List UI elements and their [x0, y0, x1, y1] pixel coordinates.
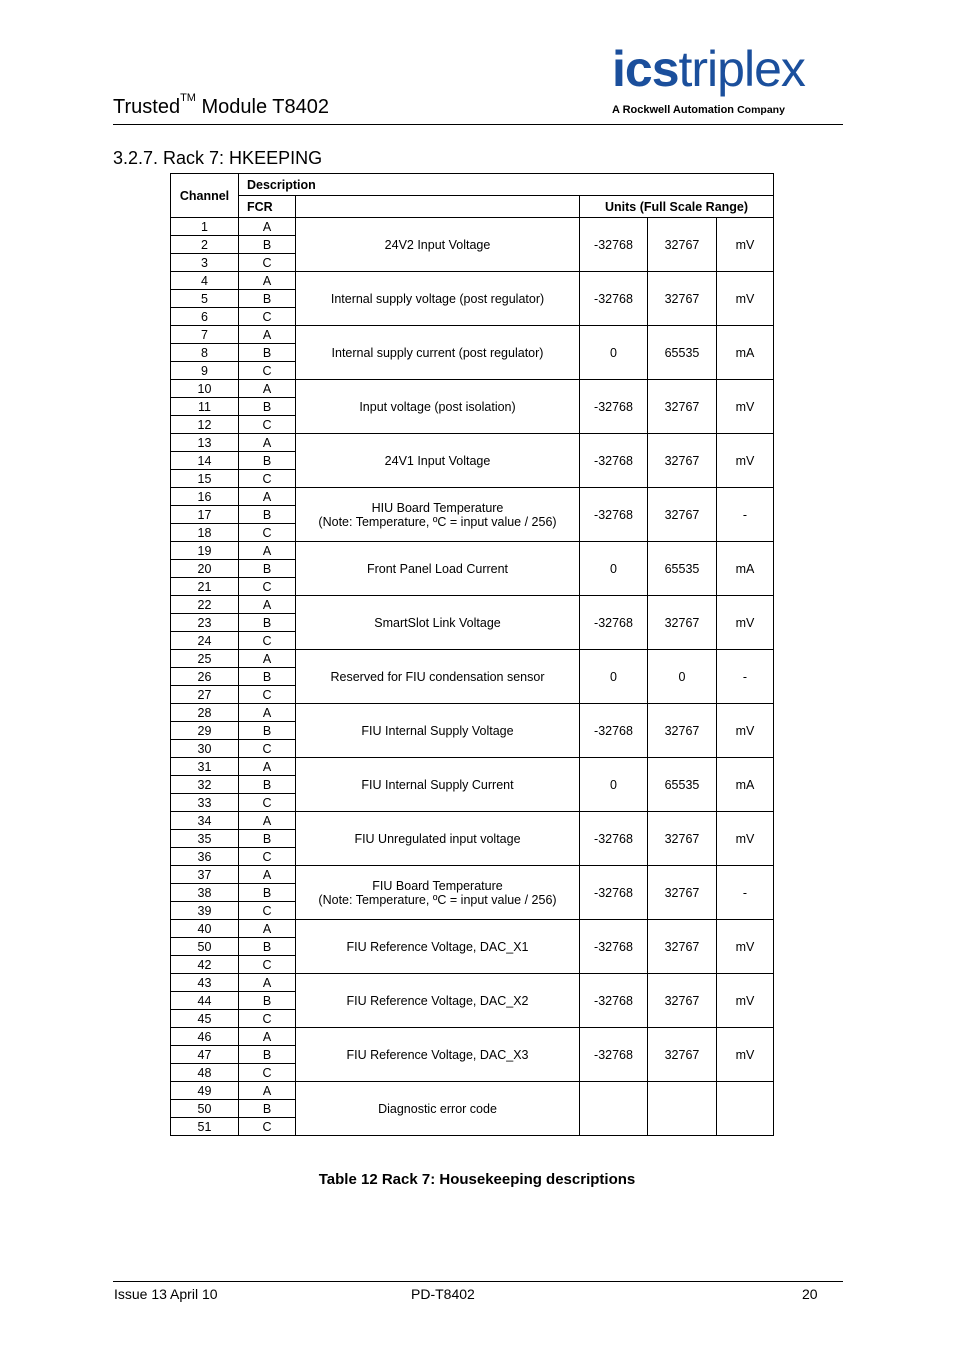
range-max-cell: 65535: [648, 758, 717, 812]
fcr-cell: A: [239, 812, 296, 830]
channel-cell: 12: [171, 416, 239, 434]
range-min-cell: -32768: [580, 974, 648, 1028]
description-text: FIU Internal Supply Voltage: [361, 723, 514, 738]
fcr-cell: B: [239, 290, 296, 308]
table-row: [171, 1082, 774, 1100]
range-max-cell: 32767: [648, 812, 717, 866]
fcr-cell: B: [239, 884, 296, 902]
channel-cell: 11: [171, 398, 239, 416]
unit-cell: mV: [717, 920, 774, 974]
range-min-cell: -32768: [580, 434, 648, 488]
fcr-cell: A: [239, 272, 296, 290]
fcr-cell: B: [239, 1100, 296, 1118]
range-min-cell: [580, 1082, 648, 1136]
channel-cell: 23: [171, 614, 239, 632]
description-note: (Note: Temperature, ºC = input value / 256): [318, 892, 557, 907]
channel-cell: 2: [171, 236, 239, 254]
range-max-cell: 32767: [648, 380, 717, 434]
description-text: Input voltage (post isolation): [359, 399, 516, 414]
fcr-cell: B: [239, 344, 296, 362]
fcr-cell: C: [239, 956, 296, 974]
fcr-cell: C: [239, 470, 296, 488]
channel-cell: 37: [171, 866, 239, 884]
channel-cell: 20: [171, 560, 239, 578]
fcr-cell: A: [239, 326, 296, 344]
table-row: [171, 1028, 774, 1046]
table-row: [171, 920, 774, 938]
range-max-cell: 65535: [648, 326, 717, 380]
channel-cell: 1: [171, 218, 239, 236]
channel-cell: 42: [171, 956, 239, 974]
header-blank: [296, 196, 580, 218]
channel-cell: 17: [171, 506, 239, 524]
channel-cell: 28: [171, 704, 239, 722]
fcr-cell: B: [239, 668, 296, 686]
footer-issue: Issue 13 April 10: [114, 1286, 218, 1302]
description-cell: [296, 218, 580, 272]
range-min-cell: 0: [580, 542, 648, 596]
table-row: [171, 218, 774, 236]
channel-cell: 22: [171, 596, 239, 614]
range-min-cell: -32768: [580, 920, 648, 974]
description-cell: [296, 488, 580, 542]
channel-cell: 14: [171, 452, 239, 470]
header-units: Units (Full Scale Range): [580, 196, 774, 218]
footer-page-number: 20: [802, 1286, 818, 1302]
table-row: [171, 758, 774, 776]
fcr-cell: B: [239, 992, 296, 1010]
channel-cell: 25: [171, 650, 239, 668]
range-min-cell: -32768: [580, 380, 648, 434]
channel-cell: 10: [171, 380, 239, 398]
unit-cell: [717, 1082, 774, 1136]
fcr-cell: C: [239, 686, 296, 704]
fcr-cell: A: [239, 488, 296, 506]
unit-cell: mA: [717, 542, 774, 596]
fcr-cell: C: [239, 1118, 296, 1136]
header-divider: [113, 124, 843, 125]
range-min-cell: -32768: [580, 812, 648, 866]
description-cell: [296, 542, 580, 596]
fcr-cell: C: [239, 632, 296, 650]
fcr-cell: C: [239, 254, 296, 272]
fcr-cell: A: [239, 596, 296, 614]
range-min-cell: 0: [580, 326, 648, 380]
range-max-cell: 32767: [648, 1028, 717, 1082]
header-fcr: FCR: [239, 196, 296, 218]
channel-cell: 39: [171, 902, 239, 920]
description-cell: [296, 1028, 580, 1082]
range-min-cell: -32768: [580, 272, 648, 326]
fcr-cell: B: [239, 776, 296, 794]
description-text: FIU Reference Voltage, DAC_X1: [346, 939, 529, 954]
housekeeping-table: [170, 173, 774, 1136]
fcr-cell: B: [239, 452, 296, 470]
range-min-cell: -32768: [580, 218, 648, 272]
channel-cell: 36: [171, 848, 239, 866]
fcr-cell: A: [239, 650, 296, 668]
unit-cell: mV: [717, 1028, 774, 1082]
description-cell: [296, 272, 580, 326]
channel-cell: 49: [171, 1082, 239, 1100]
range-max-cell: 32767: [648, 920, 717, 974]
fcr-cell: B: [239, 830, 296, 848]
channel-cell: 48: [171, 1064, 239, 1082]
unit-cell: mV: [717, 272, 774, 326]
description-text: Diagnostic error code: [378, 1101, 497, 1116]
footer-divider: [113, 1281, 843, 1282]
channel-cell: 31: [171, 758, 239, 776]
channel-cell: 38: [171, 884, 239, 902]
unit-cell: -: [717, 650, 774, 704]
range-min-cell: 0: [580, 758, 648, 812]
channel-cell: 8: [171, 344, 239, 362]
unit-cell: mV: [717, 812, 774, 866]
table-row: [171, 272, 774, 290]
fcr-cell: B: [239, 236, 296, 254]
fcr-cell: C: [239, 416, 296, 434]
channel-cell: 3: [171, 254, 239, 272]
channel-cell: 50: [171, 1100, 239, 1118]
fcr-cell: B: [239, 560, 296, 578]
channel-cell: 30: [171, 740, 239, 758]
description-cell: [296, 974, 580, 1028]
unit-cell: mV: [717, 434, 774, 488]
description-cell: [296, 650, 580, 704]
description-cell: [296, 812, 580, 866]
fcr-cell: B: [239, 1046, 296, 1064]
table-row: [171, 380, 774, 398]
range-min-cell: 0: [580, 650, 648, 704]
fcr-cell: A: [239, 380, 296, 398]
channel-cell: 5: [171, 290, 239, 308]
fcr-cell: A: [239, 542, 296, 560]
channel-cell: 29: [171, 722, 239, 740]
range-max-cell: [648, 1082, 717, 1136]
company-logo: icstriplex A Rockwell Automation Company: [612, 41, 805, 116]
description-text: Front Panel Load Current: [366, 561, 509, 576]
channel-cell: 44: [171, 992, 239, 1010]
range-max-cell: 65535: [648, 542, 717, 596]
description-cell: [296, 380, 580, 434]
fcr-cell: C: [239, 848, 296, 866]
fcr-cell: B: [239, 614, 296, 632]
fcr-cell: A: [239, 920, 296, 938]
description-text: SmartSlot Link Voltage: [374, 615, 501, 630]
fcr-cell: A: [239, 974, 296, 992]
description-cell: [296, 434, 580, 488]
fcr-cell: A: [239, 1082, 296, 1100]
table-row: [171, 542, 774, 560]
range-min-cell: -32768: [580, 488, 648, 542]
range-min-cell: -32768: [580, 1028, 648, 1082]
fcr-cell: A: [239, 1028, 296, 1046]
unit-cell: -: [717, 866, 774, 920]
table-row: [171, 704, 774, 722]
unit-cell: mV: [717, 596, 774, 650]
channel-cell: 27: [171, 686, 239, 704]
channel-cell: 6: [171, 308, 239, 326]
fcr-cell: C: [239, 794, 296, 812]
range-min-cell: -32768: [580, 704, 648, 758]
description-text: FIU Internal Supply Current: [361, 777, 514, 792]
channel-cell: 50: [171, 938, 239, 956]
fcr-cell: B: [239, 722, 296, 740]
description-text: FIU Unregulated input voltage: [354, 831, 521, 846]
fcr-cell: B: [239, 506, 296, 524]
description-cell: [296, 866, 580, 920]
unit-cell: mV: [717, 380, 774, 434]
fcr-cell: C: [239, 578, 296, 596]
description-text: 24V2 Input Voltage: [384, 237, 491, 252]
range-max-cell: 32767: [648, 488, 717, 542]
footer-doc-id: PD-T8402: [411, 1286, 475, 1302]
channel-cell: 21: [171, 578, 239, 596]
channel-cell: 32: [171, 776, 239, 794]
channel-cell: 19: [171, 542, 239, 560]
channel-cell: 43: [171, 974, 239, 992]
description-cell: [296, 758, 580, 812]
table-row: [171, 596, 774, 614]
channel-cell: 15: [171, 470, 239, 488]
unit-cell: -: [717, 488, 774, 542]
table-row: [171, 488, 774, 506]
section-heading: 3.2.7. Rack 7: HKEEPING: [113, 148, 323, 168]
fcr-cell: C: [239, 308, 296, 326]
table-row: [171, 434, 774, 452]
description-text: Internal supply current (post regulator): [331, 345, 544, 360]
fcr-cell: A: [239, 704, 296, 722]
range-min-cell: -32768: [580, 866, 648, 920]
fcr-cell: A: [239, 434, 296, 452]
table-row: [171, 326, 774, 344]
description-text: Reserved for FIU condensation sensor: [330, 669, 545, 684]
fcr-cell: A: [239, 866, 296, 884]
description-text: 24V1 Input Voltage: [384, 453, 491, 468]
description-text: Internal supply voltage (post regulator): [330, 291, 545, 306]
fcr-cell: A: [239, 758, 296, 776]
channel-cell: 40: [171, 920, 239, 938]
description-note: (Note: Temperature, ºC = input value / 256): [318, 514, 557, 529]
channel-cell: 13: [171, 434, 239, 452]
table-row: [171, 974, 774, 992]
range-max-cell: 32767: [648, 272, 717, 326]
fcr-cell: C: [239, 524, 296, 542]
description-cell: [296, 596, 580, 650]
fcr-cell: A: [239, 218, 296, 236]
channel-cell: 33: [171, 794, 239, 812]
channel-cell: 47: [171, 1046, 239, 1064]
table-row: [171, 650, 774, 668]
unit-cell: mA: [717, 326, 774, 380]
description-cell: [296, 1082, 580, 1136]
channel-cell: 34: [171, 812, 239, 830]
fcr-cell: C: [239, 362, 296, 380]
channel-cell: 45: [171, 1010, 239, 1028]
unit-cell: mA: [717, 758, 774, 812]
fcr-cell: B: [239, 938, 296, 956]
range-max-cell: 32767: [648, 974, 717, 1028]
channel-cell: 7: [171, 326, 239, 344]
range-min-cell: -32768: [580, 596, 648, 650]
channel-cell: 4: [171, 272, 239, 290]
channel-cell: 26: [171, 668, 239, 686]
range-max-cell: 0: [648, 650, 717, 704]
unit-cell: mV: [717, 218, 774, 272]
channel-cell: 16: [171, 488, 239, 506]
channel-cell: 35: [171, 830, 239, 848]
channel-cell: 24: [171, 632, 239, 650]
channel-cell: 51: [171, 1118, 239, 1136]
fcr-cell: B: [239, 398, 296, 416]
fcr-cell: C: [239, 1010, 296, 1028]
range-max-cell: 32767: [648, 434, 717, 488]
channel-cell: 18: [171, 524, 239, 542]
header-channel: Channel: [171, 174, 239, 218]
document-title: Trusted™ Module T8402: [113, 92, 330, 118]
table-row: [171, 866, 774, 884]
description-text: FIU Reference Voltage, DAC_X2: [346, 993, 529, 1008]
range-max-cell: 32767: [648, 866, 717, 920]
unit-cell: mV: [717, 974, 774, 1028]
table-caption: Table 12 Rack 7: Housekeeping descriptions: [318, 1171, 636, 1188]
description-text: HIU Board Temperature: [371, 500, 504, 515]
description-cell: [296, 704, 580, 758]
header-description: Description: [239, 174, 774, 196]
range-max-cell: 32767: [648, 704, 717, 758]
range-max-cell: 32767: [648, 218, 717, 272]
channel-cell: 46: [171, 1028, 239, 1046]
channel-cell: 9: [171, 362, 239, 380]
description-text: FIU Board Temperature: [372, 878, 503, 893]
table-row: [171, 812, 774, 830]
unit-cell: mV: [717, 704, 774, 758]
description-cell: [296, 920, 580, 974]
fcr-cell: C: [239, 902, 296, 920]
description-text: FIU Reference Voltage, DAC_X3: [346, 1047, 529, 1062]
fcr-cell: C: [239, 740, 296, 758]
fcr-cell: C: [239, 1064, 296, 1082]
description-cell: [296, 326, 580, 380]
range-max-cell: 32767: [648, 596, 717, 650]
